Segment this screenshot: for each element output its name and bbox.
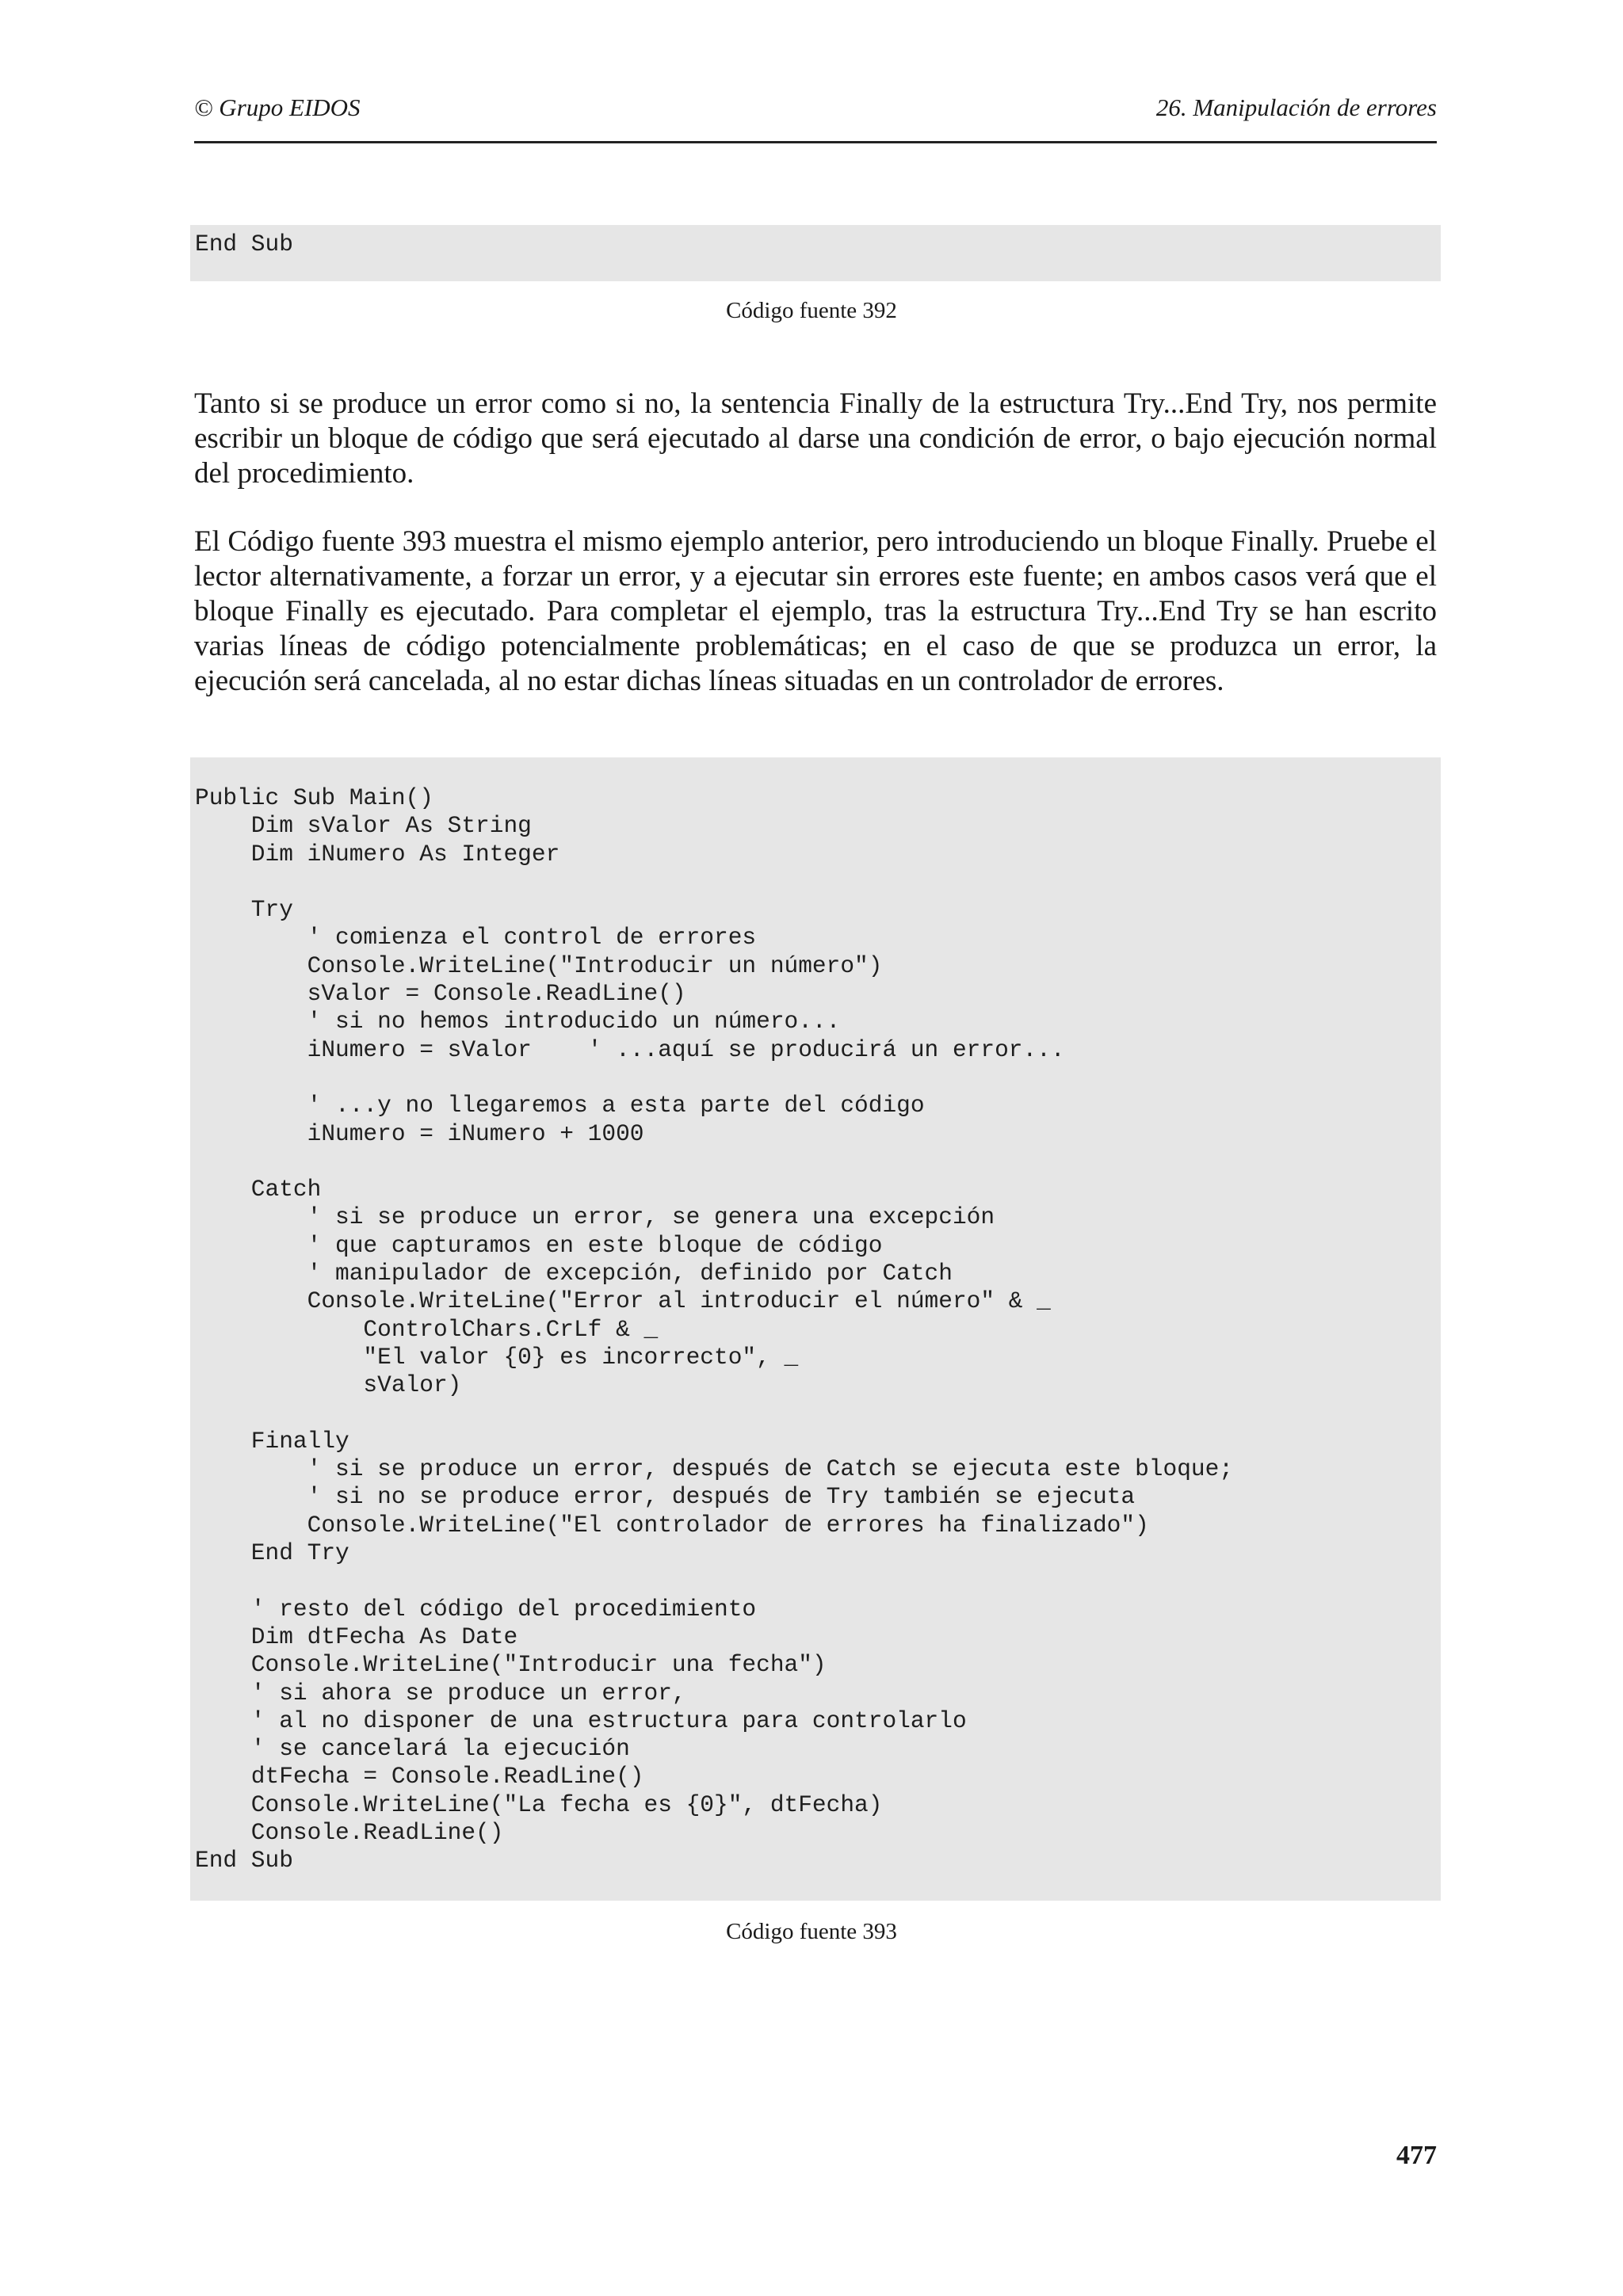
body-paragraph-1: Tanto si se produce un error como si no, la sentencia Finally de la estructura Try...End Try, nos permite escribir un bloque de código que será ejecutado al darse una condición de error, o bajo ejecución normal del procedimiento. bbox=[194, 387, 1437, 490]
code-block-392-text: End Sub bbox=[195, 231, 293, 257]
code-block-392 bbox=[190, 225, 1441, 281]
header-chapter-title: 26. Manipulación de errores bbox=[1155, 93, 1437, 121]
code-block-393-text: Public Sub Main() Dim sValor As String Dim iNumero As Integer Try ' comienza el control de errores Console.WriteLine("Introducir un número") sValor = Console.ReadLine() ' si no hemos introducido un número... iNumero = sValor ' ...aquí se producirá un error... ' ...y no llegaremos a esta parte del código iNumero = iNumero + 1000 Catch ' si se produce un error, se genera una excepción ' que capturamos en este bloque de código ' manipulador de excepción, definido por Catch Console.WriteLine("Error al introducir el número" & _ ControlChars.CrLf & _ "El valor {0} es incorrecto", _ sValor) Finally ' si se produce un error, después de Catch se ejecuta este bloque; ' si no se produce error, después de Try también se ejecuta Console.WriteLine("El controlador de errores ha finalizado") End Try ' resto del código del procedimiento Dim dtFecha As Date Console.WriteLine("Introducir una fecha") ' si ahora se produce un error, ' al no disponer de una estructura para controlarlo ' se cancelará la ejecución dtFecha = Console.ReadLine() Console.WriteLine("La fecha es {0}", dtFecha) Console.ReadLine() End Sub bbox=[195, 784, 1234, 1875]
code-caption-392: Código fuente 392 bbox=[726, 298, 897, 323]
code-block-393 bbox=[190, 757, 1441, 1901]
header-publisher: © Grupo EIDOS bbox=[194, 93, 361, 121]
code-caption-393: Código fuente 393 bbox=[726, 1919, 897, 1944]
page-header bbox=[194, 93, 1437, 143]
body-paragraph-2: El Código fuente 393 muestra el mismo ejemplo anterior, pero introduciendo un bloque Finally. Pruebe el lector alternativamente, a forzar un error, y a ejecutar sin errores este fuente; en ambos casos verá que el bloque Finally es ejecutado. Para completar el ejemplo, tras la estructura Try...End Try se han escrito varias líneas de código potencialmente problemáticas; en el caso de que se produzca un error, la ejecución será cancelada, al no estar dichas líneas situadas en un controlador de errores. bbox=[194, 525, 1437, 697]
page-number: 477 bbox=[1396, 2141, 1437, 2170]
